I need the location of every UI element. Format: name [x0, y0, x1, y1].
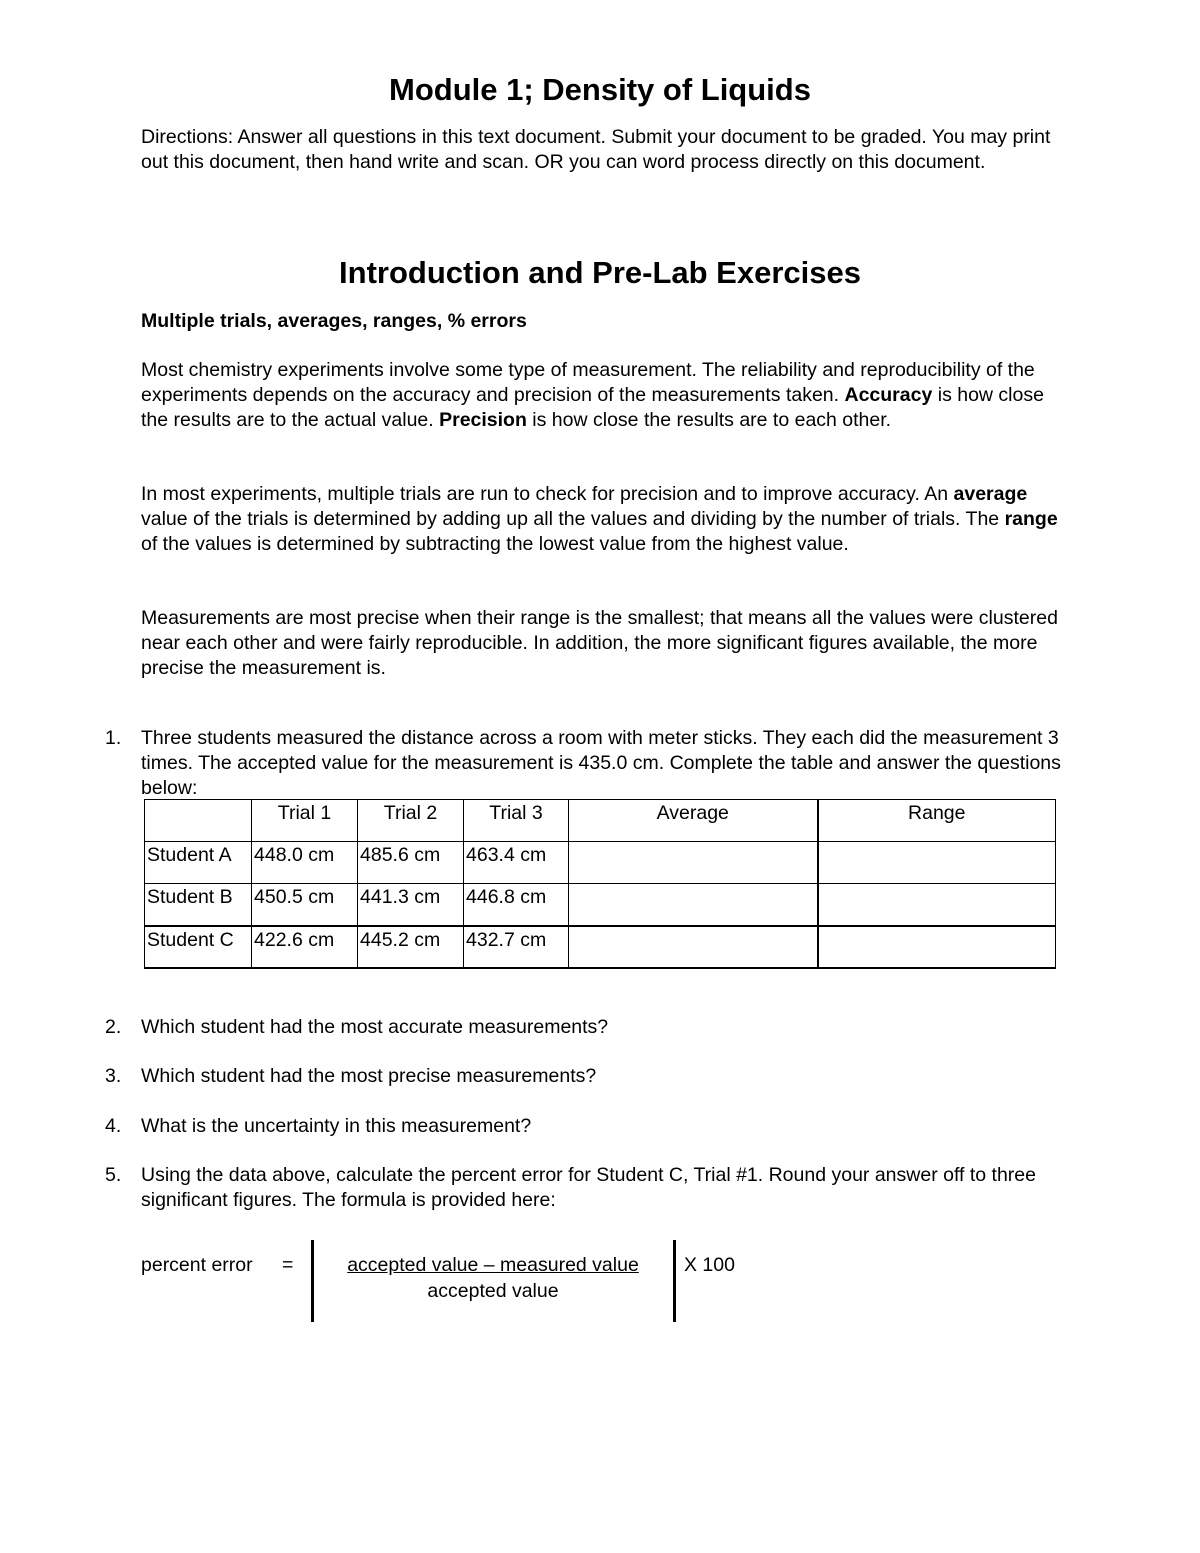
- table-header-cell: Range: [818, 800, 1056, 842]
- student-name-cell: Student B: [145, 884, 252, 926]
- student-name-cell: Student A: [145, 842, 252, 884]
- table-row: [145, 842, 1056, 884]
- question-number: 1.: [105, 727, 122, 749]
- question-number: 4.: [105, 1115, 122, 1137]
- trial-cell: 485.6 cm: [358, 842, 464, 884]
- table-header-cell: Trial 3: [464, 800, 569, 842]
- term-average: average: [953, 483, 1028, 505]
- section-title: Introduction and Pre-Lab Exercises: [339, 255, 861, 290]
- question-number: 2.: [105, 1016, 122, 1038]
- para2-text-a: In most experiments, multiple trials are run to check for precision and to improve accuracy. An: [141, 483, 954, 505]
- table-row: [145, 926, 1056, 968]
- paragraph-average-range: [141, 482, 1071, 557]
- table-header-cell: Trial 2: [358, 800, 464, 842]
- para1-text-b: is how close the results are to the actual value.: [141, 384, 1044, 431]
- page-title: Module 1; Density of Liquids: [389, 72, 811, 107]
- range-input-cell[interactable]: [818, 842, 1056, 884]
- formula-numerator: accepted value – measured value: [347, 1254, 639, 1276]
- para1-text-c: is how close the results are to each other.: [526, 409, 892, 431]
- trial-cell: 422.6 cm: [252, 926, 358, 968]
- table-row: [145, 884, 1056, 926]
- table-header-cell: Trial 1: [252, 800, 358, 842]
- table-header-row: [145, 800, 1056, 842]
- average-input-cell[interactable]: [569, 884, 818, 926]
- question-text: Using the data above, calculate the percent error for Student C, Trial #1. Round your answer off to three significant figures. The formula is provided here:: [141, 1164, 1036, 1211]
- range-input-cell[interactable]: [818, 884, 1056, 926]
- paragraph-accuracy-precision: [141, 358, 1071, 433]
- absolute-bar-right: [673, 1240, 676, 1322]
- trial-cell: 450.5 cm: [252, 884, 358, 926]
- para2-text-c: of the values is determined by subtracting the lowest value from the highest value.: [141, 533, 849, 555]
- question-text: Which student had the most accurate measurements?: [141, 1016, 609, 1038]
- question-text: Which student had the most precise measurements?: [141, 1065, 597, 1087]
- question-number: 3.: [105, 1065, 122, 1087]
- average-input-cell[interactable]: [569, 926, 818, 968]
- question-text: What is the uncertainty in this measurement?: [141, 1115, 532, 1137]
- trial-cell: 445.2 cm: [358, 926, 464, 968]
- paragraph-precision-note: Measurements are most precise when their range is the smallest; that means all the values were clustered near each other and were fairly reproducible. In addition, the more significant figures available, the more precise the measurement is.: [141, 607, 1058, 679]
- absolute-bar-left: [311, 1240, 314, 1322]
- term-range: range: [1004, 508, 1058, 530]
- trial-cell: 448.0 cm: [252, 842, 358, 884]
- formula-denominator: accepted value: [427, 1280, 559, 1302]
- table-header-cell: Average: [569, 800, 818, 842]
- directions-text: Directions: Answer all questions in this text document. Submit your document to be graded. You may print out this document, then hand write and scan. OR you can word process directly on this document.: [141, 126, 1051, 173]
- formula-equals: =: [282, 1254, 294, 1276]
- formula-label: percent error: [141, 1254, 253, 1276]
- table-header-cell: [145, 800, 252, 842]
- trial-cell: 463.4 cm: [464, 842, 569, 884]
- average-input-cell[interactable]: [569, 842, 818, 884]
- para2-text-b: value of the trials is determined by adding up all the values and dividing by the number of trials. The: [141, 508, 1005, 530]
- trial-cell: 441.3 cm: [358, 884, 464, 926]
- question-text: Three students measured the distance across a room with meter sticks. They each did the measurement 3 times. The accepted value for the measurement is 435.0 cm. Complete the table and answer the questions below:: [141, 727, 1061, 799]
- trial-cell: 432.7 cm: [464, 926, 569, 968]
- measurements-table: [144, 799, 1056, 969]
- subheading: Multiple trials, averages, ranges, % errors: [141, 310, 527, 332]
- student-name-cell: Student C: [145, 926, 252, 968]
- term-accuracy: Accuracy: [844, 384, 933, 406]
- range-input-cell[interactable]: [818, 926, 1056, 968]
- percent-error-formula: [141, 1240, 841, 1324]
- formula-multiplier: X 100: [684, 1254, 735, 1276]
- question-number: 5.: [105, 1164, 122, 1186]
- term-precision: Precision: [439, 409, 527, 431]
- trial-cell: 446.8 cm: [464, 884, 569, 926]
- para1-text-a: Most chemistry experiments involve some type of measurement. The reliability and reproducibility of the experiments depends on the accuracy and precision of the measurements taken.: [141, 359, 1035, 406]
